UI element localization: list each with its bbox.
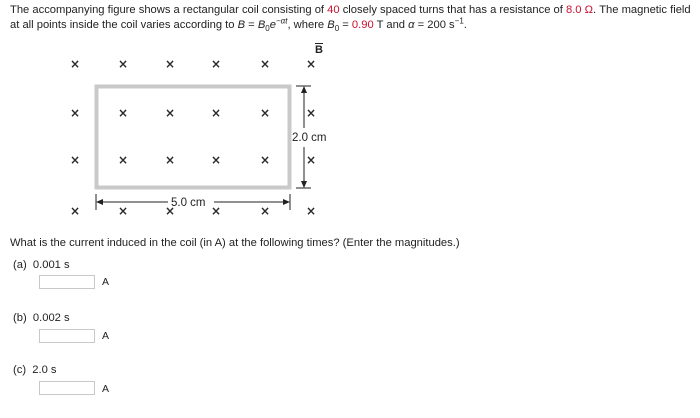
field-cross: × — [305, 153, 317, 167]
equation-exponent: −1 — [454, 16, 464, 26]
coil-outline — [97, 87, 290, 188]
part-a-label — [13, 259, 70, 271]
equation-subscript: 0 — [334, 24, 340, 34]
answer-input-a[interactable] — [39, 275, 95, 289]
question-text: What is the current induced in the coil (in A) at the following times? (Enter the magnitudes.) — [10, 237, 460, 249]
field-crosses — [70, 57, 316, 218]
equation-text: = — [245, 19, 258, 31]
equation-subscript: 0 — [265, 24, 270, 34]
statement-text: , where — [287, 19, 328, 31]
part-letter: (b) — [13, 312, 27, 324]
field-cross: × — [210, 57, 222, 71]
arrow-head — [283, 199, 290, 205]
equation-text: = 200 s — [414, 19, 455, 31]
turns-value: 40 — [327, 4, 340, 16]
equation-symbol: B — [237, 19, 246, 31]
field-cross: × — [259, 106, 271, 120]
field-cross: × — [305, 57, 317, 71]
arrow-head — [96, 199, 103, 205]
part-time: 2.0 s — [32, 364, 57, 376]
statement-text: closely spaced turns that has a resistance of — [339, 4, 566, 16]
field-cross: × — [164, 204, 176, 218]
field-cross: × — [117, 57, 129, 71]
statement-text: . — [463, 19, 467, 31]
field-cross: × — [164, 106, 176, 120]
field-cross: × — [117, 204, 129, 218]
field-cross: × — [259, 57, 271, 71]
field-cross: × — [305, 106, 317, 120]
b0-value: 0.90 — [351, 19, 374, 31]
field-cross: × — [69, 106, 81, 120]
answer-input-b[interactable] — [39, 329, 95, 343]
field-cross: × — [164, 57, 176, 71]
field-cross: × — [117, 153, 129, 167]
alpha-symbol: α — [408, 19, 415, 31]
arrow-head — [301, 181, 307, 188]
equation-symbol: B — [257, 19, 266, 31]
field-cross: × — [210, 106, 222, 120]
field-cross: × — [259, 153, 271, 167]
part-letter: (c) — [13, 364, 27, 376]
unit-label-b: A — [102, 330, 110, 342]
resistance-value: 8.0 Ω — [565, 4, 593, 16]
height-label: 2.0 cm — [292, 132, 327, 144]
field-label: B — [315, 44, 323, 56]
part-letter: (a) — [13, 259, 27, 271]
field-cross: × — [69, 57, 81, 71]
equation-exponent: −αt — [275, 16, 288, 26]
unit-label-a: A — [102, 276, 110, 288]
field-cross: × — [210, 153, 222, 167]
equation-text: = — [339, 19, 352, 31]
statement-text: T and — [373, 19, 409, 31]
width-label: 5.0 cm — [171, 197, 206, 209]
field-cross: × — [259, 204, 271, 218]
part-c-label — [13, 364, 57, 376]
part-b-label — [13, 312, 70, 324]
answer-input-c[interactable] — [39, 381, 95, 395]
field-cross: × — [117, 106, 129, 120]
statement-text: . The magnetic field at all points inside the coil varies according to — [10, 4, 691, 31]
part-time: 0.002 s — [32, 312, 70, 324]
arrow-head — [301, 86, 307, 93]
statement-text: The accompanying figure shows a rectangular coil consisting of — [10, 4, 328, 16]
field-cross: × — [210, 204, 222, 218]
equation-symbol: B — [327, 19, 335, 31]
unit-label-c: A — [102, 383, 110, 395]
field-cross: × — [69, 204, 81, 218]
equation-symbol: e — [269, 19, 276, 31]
part-time: 0.001 s — [32, 259, 70, 271]
field-cross: × — [305, 204, 317, 218]
field-cross: × — [69, 153, 81, 167]
field-cross: × — [164, 153, 176, 167]
